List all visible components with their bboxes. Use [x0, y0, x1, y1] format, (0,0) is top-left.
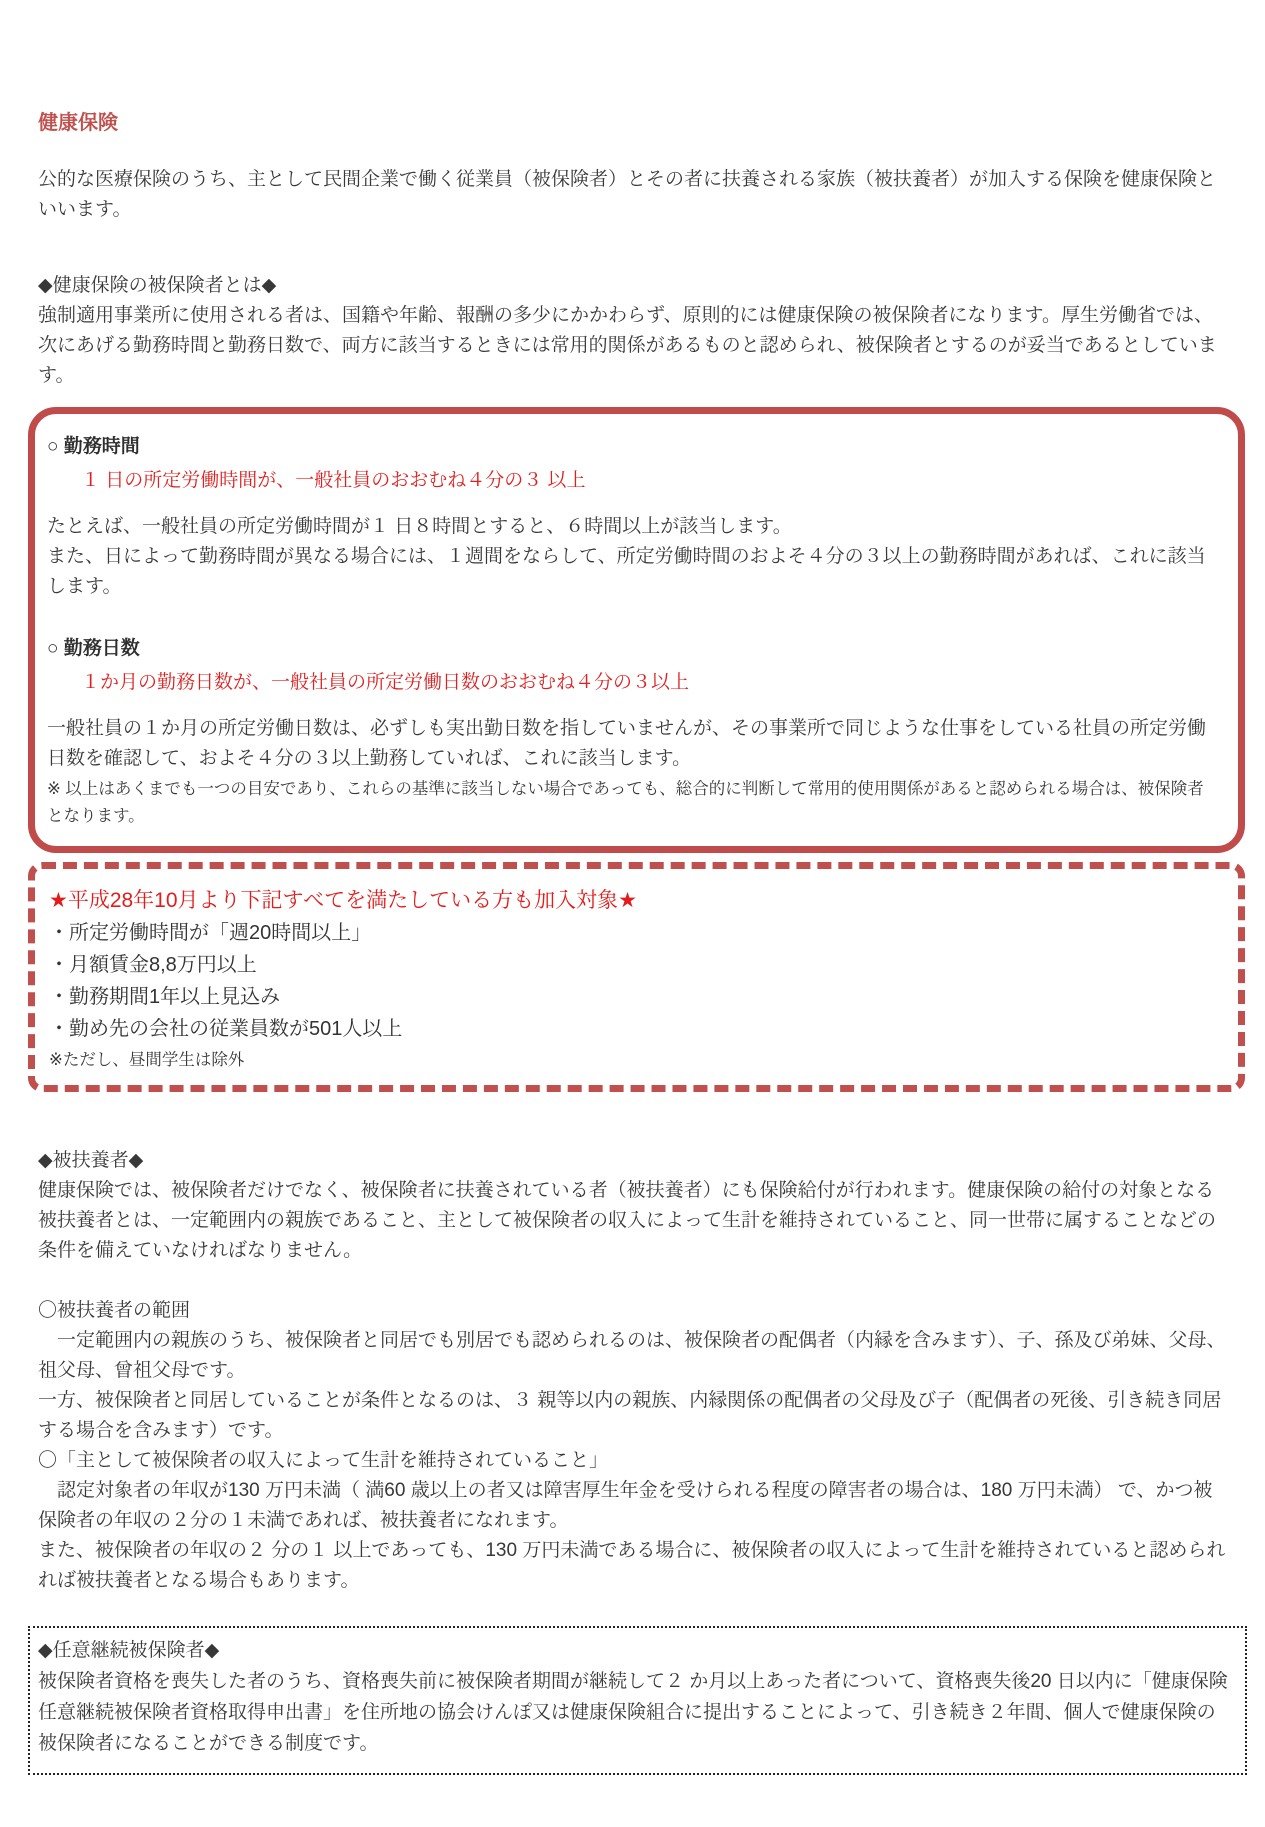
work-hours-paragraph: たとえば、一般社員の所定労働時間が１ 日８時間とすると、６時間以上が該当します。 [47, 516, 792, 537]
dependents-section-heading: ◆被扶養者◆ [38, 1150, 144, 1171]
page-title: 健康保険 [38, 112, 118, 134]
dependents-scope-paragraph: 一定範囲内の親族のうち、被保険者と同居でも別居でも認められるのは、被保険者の配偶者（内縁を含みます）、子、孫及び弟妹、父母、祖父母、曾祖父母です。 [38, 1330, 1226, 1381]
expansion-bullet: ・月額賃金8,8万円以上 [49, 954, 257, 976]
work-days-note: ※ 以上はあくまでも一つの目安であり、これらの基準に該当しない場合であっても、総合的に判断して常用的使用関係があると認められる場合は、被保険者となります。 [47, 780, 1204, 825]
insured-section-heading: ◆健康保険の被保険者とは◆ [38, 275, 277, 296]
dependents-scope-paragraph: 一方、被保険者と同居していることが条件となるのは、３ 親等以内の親族、内縁関係の配偶者の父母及び子（配偶者の死後、引き続き同居する場合を含みます）です。 [38, 1390, 1222, 1441]
dependents-income-paragraph: 認定対象者の年収が130 万円未満（ 満60 歳以上の者又は障害厚生年金を受けられる程度の障害者の場合は、180 万円未満） で、かつ被保険者の年収の２分の１未満であれば、被扶養者になれます。 [38, 1480, 1213, 1531]
work-hours-paragraph: また、日によって勤務時間が異なる場合には、１週間をならして、所定労働時間のおよそ４分の３以上の勤務時間があれば、これに該当します。 [47, 546, 1206, 597]
expansion-heading: ★平成28年10月より下記すべてを満たしている方も加入対象★ [49, 889, 637, 912]
voluntary-continuation-box [28, 1626, 1247, 1775]
dependents-income-paragraph: また、被保険者の年収の２ 分の１ 以上であっても、130 万円未満である場合に、被保険者の収入によって生計を維持されていると認められれば被扶養者となる場合もあります。 [38, 1540, 1226, 1591]
insured-section-body: 強制適用事業所に使用される者は、国籍や年齢、報酬の多少にかかわらず、原則的には健康保険の被保険者になります。厚生労働省では、次にあげる勤務時間と勤務日数で、両方に該当するときには常用的関係があるものと認められ、被保険者とするのが妥当であるとしています。 [38, 305, 1217, 386]
work-hours-rule: １ 日の所定労働時間が、一般社員のおおむね４分の３ 以上 [81, 470, 586, 491]
dependents-section-body: 健康保険では、被保険者だけでなく、被保険者に扶養されている者（被扶養者）にも保険給付が行われます。健康保険の給付の対象となる被扶養者とは、一定範囲内の親族であること、主として被保険者の収入によって生計を維持されていること、同一世帯に属することなどの条件を備えていなければなりません。 [38, 1180, 1217, 1261]
work-days-paragraph: 一般社員の１か月の所定労働日数は、必ずしも実出勤日数を指していませんが、その事業所で同じような仕事をしている社員の所定労働日数を確認して、およそ４分の３以上勤務していれば、これに該当します。 [47, 718, 1207, 769]
expansion-bullet: ・勤め先の会社の従業員数が501人以上 [49, 1018, 403, 1040]
expansion-bullet: ・所定労働時間が「週20時間以上」 [49, 922, 372, 944]
dependents-scope-heading: 〇被扶養者の範囲 [38, 1300, 191, 1321]
work-days-rule: １か月の勤務日数が、一般社員の所定労働日数のおおむね４分の３以上 [81, 672, 690, 693]
intro-paragraph: 公的な医療保険のうち、主として民間企業で働く従業員（被保険者）とその者に扶養される家族（被扶養者）が加入する保険を健康保険といいます。 [38, 169, 1217, 220]
expansion-box [28, 862, 1245, 1092]
voluntary-box-heading: ◆任意継続被保険者◆ [38, 1640, 220, 1661]
expansion-bullet: ・勤務期間1年以上見込み [49, 986, 281, 1008]
work-days-heading: ○ 勤務日数 [47, 638, 140, 659]
dependents-income-heading: 〇「主として被保険者の収入によって生計を維持されていること」 [38, 1450, 609, 1471]
criteria-box [28, 407, 1245, 853]
work-hours-heading: ○ 勤務時間 [47, 436, 140, 457]
expansion-note: ※ただし、昼間学生は除外 [49, 1051, 245, 1069]
voluntary-box-body: 被保険者資格を喪失した者のうち、資格喪失前に被保険者期間が継続して２ か月以上あった者について、資格喪失後20 日以内に「健康保険任意継続被保険者資格取得申出書」を住所地の協会けんぽ又は健康保険組合に提出することによって、引き続き２年間、個人で健康保険の被保険者になることができる制度です。 [38, 1671, 1228, 1754]
